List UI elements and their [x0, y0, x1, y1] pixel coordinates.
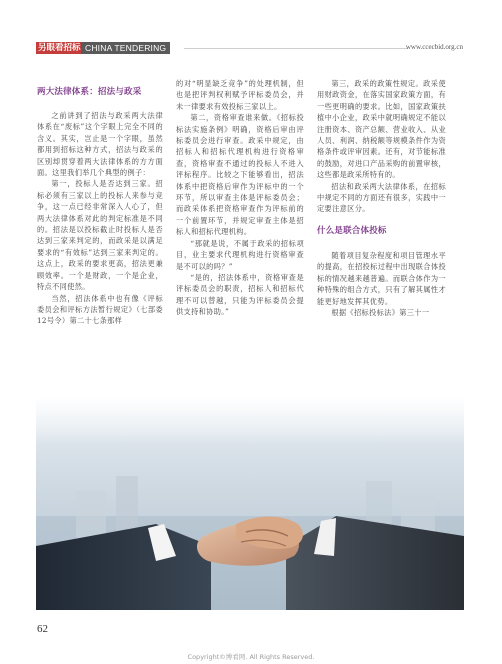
paragraph: 根据《招标投标法》第三十一 — [331, 307, 430, 317]
paragraph: 当然，招法体系中也有像《评标委员会和评标方法暂行规定》（七部委12号令）第二十七条那样 — [37, 293, 163, 326]
section-tag-cn: 另眼看招标 — [36, 42, 84, 54]
paragraph: 随着项目复杂程度和项目管理水平的提高，在招投标过程中出现联合体投标的情况越来越普遍。而联合体作为一种特殊的组合方式，只有了解其属性才能更好地发挥其优势。 — [317, 250, 446, 306]
column-1 — [37, 78, 163, 327]
paragraph: “是的，招法体系中，资格审查是评标委员会的职责，招标人和招标代理不可以替越，只能为评标委员会提供支持和协助。” — [176, 272, 304, 317]
column-3 — [317, 78, 446, 318]
paragraph: 第一，投标人是否达到三家。招标必须有三家以上的投标人来参与竞争，这一点已经非常深入人心了，但两大法律体系对此的判定标准是不同的。招法是以投标截止时投标人是否达到三家来判定的，而政采是以满足要求的“有效标”达到三家来判定的。这点上，政采的要求更高，招法更兼顾效率。一个是财政，一个是企业，特点不同使然。 — [37, 179, 163, 292]
handshake-photo — [36, 396, 464, 610]
page-number: 62 — [37, 623, 48, 635]
paragraph: 的对“明显缺乏竞争”的处理机制，但也是把评判权利赋予评标委员会，并未一律要求有效投标三家以上。 — [176, 79, 304, 111]
paragraph: “那就是说，不属于政采的招标项目，业主要求代理机构进行资格审查是不可以的吗？” — [176, 238, 304, 271]
site-url[interactable]: www.ccecbid.org.cn — [405, 43, 463, 51]
page-header — [36, 40, 463, 56]
paragraph: 之前讲到了招法与政采两大法律体系在“废标”这个字眼上完全不同的含义。其实，岂止是一个字眼，虽然都用到招标这种方式，招法与政采的区别却贯穿着两大法律体系的方方面面。这里我们举几个典型的例子： — [37, 111, 163, 178]
subhead-consortium-bidding: 什么是联合体投标 — [317, 225, 387, 236]
subhead-legal-systems: 两大法律体系：招法与政采 — [37, 87, 142, 97]
header-rule — [184, 48, 408, 49]
paragraph: 招法和政采两大法律体系，在招标中规定不同的方面还有很多，实践中一定要注意区分。 — [317, 181, 446, 214]
photo-top-fade — [36, 396, 464, 446]
paragraph: 第三，政采的政策性规定。政采使用财政资金，在落实国家政策方面，有一些更明确的要求。比如，国家政策扶植中小企业，政采中就明确规定不能以注册资本、资产总额、营业收入、从业人员、利润、纳税额等规模条件作为资格条件或评审因素。还有，对节能标准的鼓励，对进口产品采购的前置审核，这些都是政采所特有的。 — [317, 79, 446, 180]
section-tag-en: CHINA TENDERING — [81, 42, 170, 54]
paragraph: 第二，资格审查谁来做。《招标投标法实施条例》明确，资格后审由评标委员会进行审查。政采中规定，由招标人和招标代理机构进行资格审查，资格审查不通过的投标人不进入评标程序。比较之下能够看出，招法体系中把资格后审作为评标中的一个环节，所以审查主体是评标委员会；而政采体系把资格审查作为评标前的一个前置环节，并规定审查主体是招标人和招标代理机构。 — [176, 113, 304, 237]
column-2 — [176, 78, 304, 318]
copyright-notice: Copyright©博看网. All Rights Reserved. — [187, 653, 315, 661]
